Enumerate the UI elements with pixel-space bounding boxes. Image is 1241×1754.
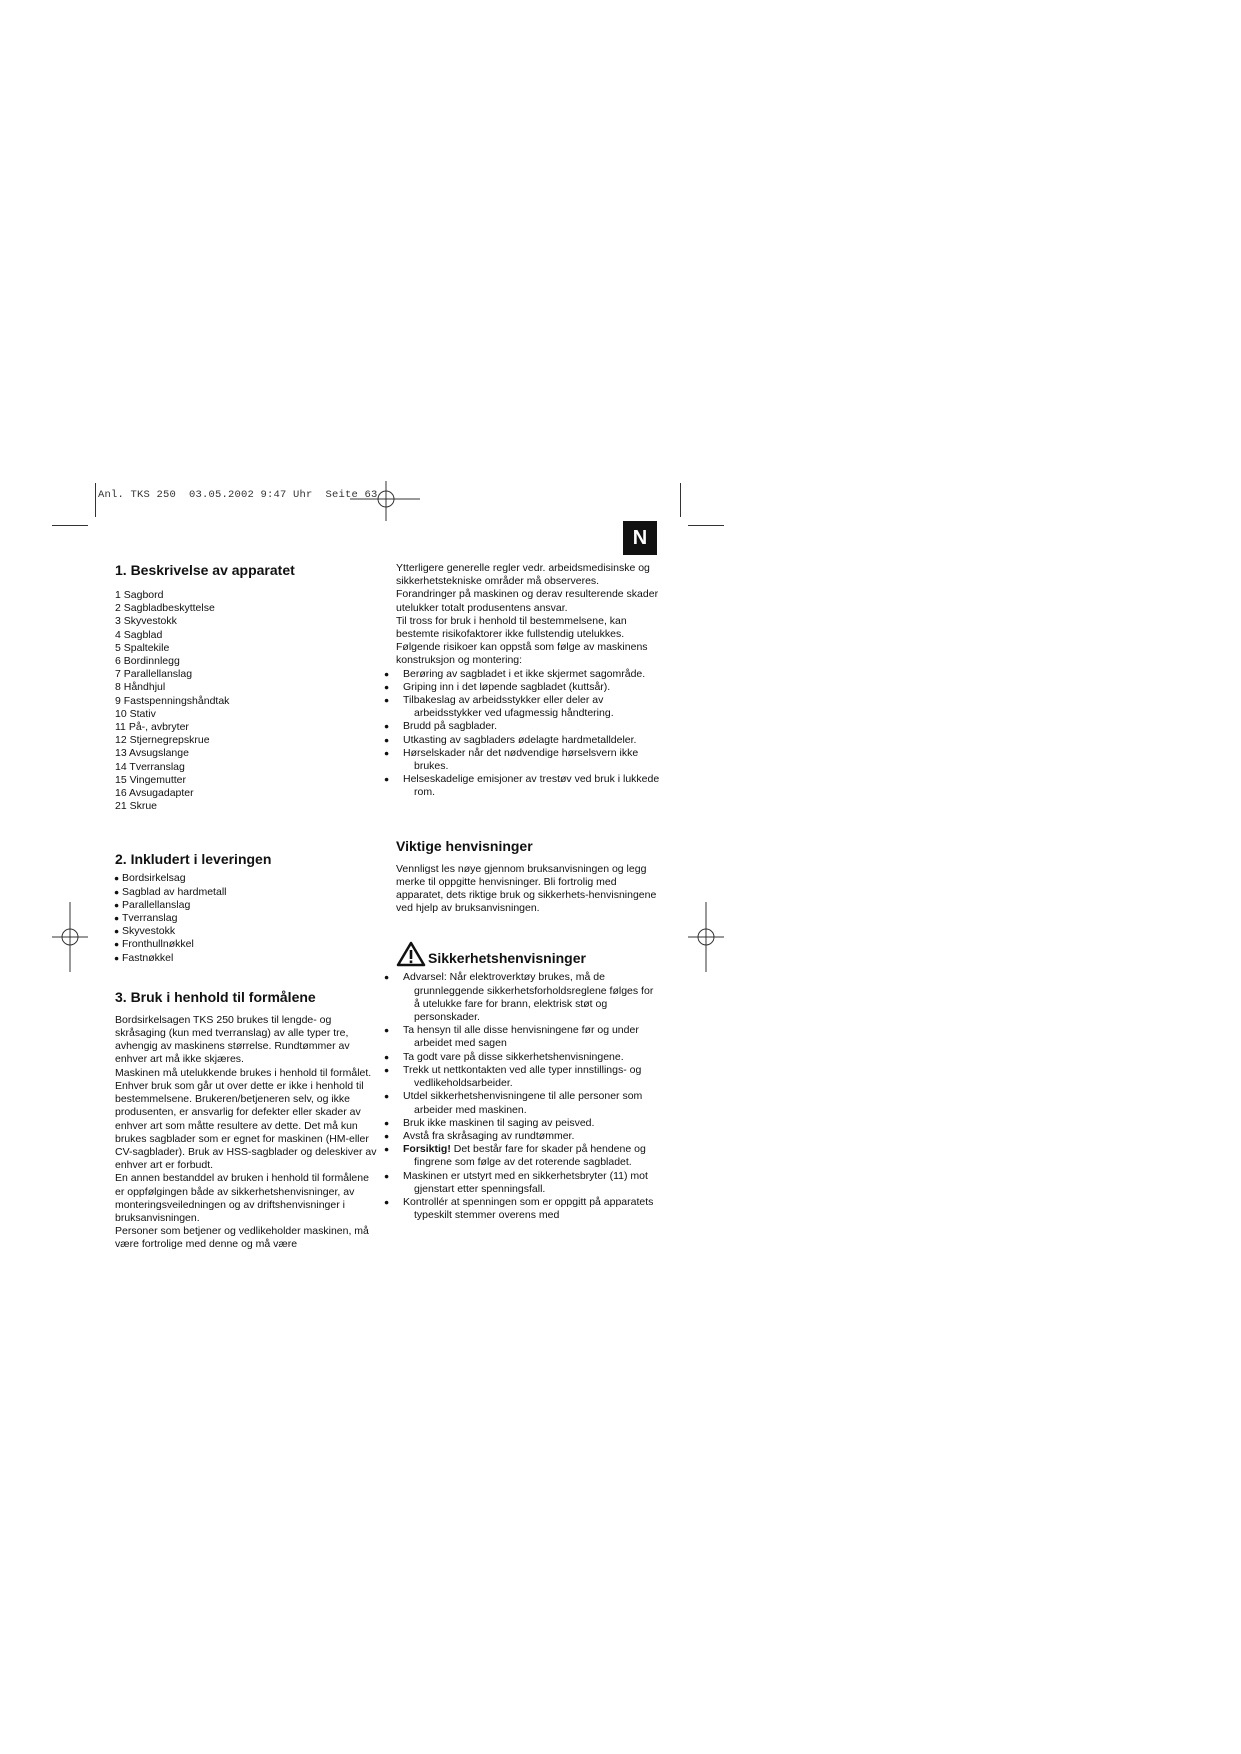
list-item: ● Ta hensyn til alle disse henvisningene før og under arbeidet med sagen [396,1024,662,1050]
list-item: 2 Sagbladbeskyttelse [115,602,215,615]
list-item: ● Parallellanslag [115,899,377,912]
list-item: ● Bruk ikke maskinen til saging av peisved. [396,1117,662,1130]
section-title: Sikkerhetshenvisninger [428,950,586,967]
crop-mark [680,483,681,517]
list-item: 21 Skrue [115,800,158,813]
delivery-list [115,872,377,964]
list-item: ● Tilbakeslag av arbeidsstykker eller deler av arbeidsstykker ved ufagmessig håndtering. [396,694,662,720]
crop-mark [52,525,88,526]
section-delivery [115,851,377,964]
list-item: 4 Sagblad [115,628,163,641]
list-item: ● Maskinen er utstyrt med en sikkerhetsbryter (11) mot gjenstart etter spenningsfall. [396,1170,662,1196]
section-intended-use [115,989,377,1252]
list-item: ● Helseskadelige emisjoner av trestøv ved bruk i lukkede rom. [396,773,662,799]
paragraph: Ytterligere generelle regler vedr. arbeidsmedisinske og sikkerhetstekniske områder må observeres. [396,562,650,588]
registration-mark-icon [350,481,420,521]
list-item: 14 Tverranslag [115,760,185,773]
caution-label: Forsiktig! [403,1143,451,1156]
list-item: 1 Sagbord [115,589,164,601]
section-title: 1. Beskrivelse av apparatet [115,562,295,578]
list-item: ● Fastnøkkel [115,952,377,965]
list-item: ● Berøring av sagbladet i et ikke skjermet sagområde. [396,668,662,681]
registration-mark-icon [688,902,724,972]
warning-icon [396,941,426,967]
list-item: 11 På-, avbryter [115,721,189,734]
list-item [396,1143,662,1169]
list-item: ● Utdel sikkerhetshenvisningene til alle personer som arbeider med maskinen. [396,1090,662,1116]
left-column [115,562,377,1278]
paragraph: Vennligst les nøye gjennom bruksanvisningen og legg merke til oppgitte henvisninger. Bli fortrolig med apparatet, dets riktige bruk og sikkerhets-henvisningene ved hjelp av bruksanvisningen. [396,862,657,915]
paragraph: Bordsirkelsagen TKS 250 brukes til lengde- og skråsaging (kun med tverranslag) av alle typer tre, avhengig av maskinens størrelse. Rundtømmer av enhver art må ikke skjæres. [115,1013,350,1066]
intro-text [396,562,662,668]
list-item: 13 Avsugslange [115,747,189,760]
paragraph: Personer som betjener og vedlikeholder maskinen, må være fortrolige med denne og må være [115,1225,369,1251]
list-item: ● Advarsel: Når elektroverktøy brukes, må de grunnleggende sikkerhetsforholdsreglene følges for å utelukke fare for brann, elektrisk støt og personskader. [396,971,662,1024]
paragraph: Forandringer på maskinen og derav resulterende skader utelukker totalt produsentens ansvar. [396,588,659,614]
right-column [396,562,662,1222]
list-item: 3 Skyvestokk [115,615,177,628]
caution-text: Det består fare for skader på hendene og fingrene som følge av det roterende sagbladet. [414,1143,646,1169]
section-title: Viktige henvisninger [396,837,533,854]
list-item: ● Sagblad av hardmetall [115,886,377,899]
list-item: ● Kontrollér at spenningen som er oppgitt på apparatets typeskilt stemmer overens med [396,1196,662,1222]
crop-mark [95,483,96,517]
paragraph: Enhver bruk som går ut over dette er ikke i henhold til bestemmelsene. Brukeren/betjeneren selv, og ikke produsenten, er ansvarlig for defekter eller skader av enhver art som måtte resultere av dette. Det må kun brukes sagblader som er egnet for maskinen (HM-eller CV-sagblader). Bruk av HSS-sagblader og deleskiver av enhver art er forbudt. [115,1079,377,1172]
language-tab: N [623,521,657,555]
section-title: 3. Bruk i henhold til formålene [115,988,316,1005]
section-safety [396,941,662,1222]
list-item: ● Skyvestokk [115,925,377,938]
list-item: 5 Spaltekile [115,641,170,654]
list-item: ● Hørselskader når det nødvendige hørselsvern ikke brukes. [396,747,662,773]
list-item: ● Bordsirkelsag [115,872,377,885]
list-item: 9 Fastspenningshåndtak [115,694,230,707]
list-item: 16 Avsugadapter [115,787,194,800]
section-important [396,838,662,916]
list-item: ● Utkasting av sagbladers ødelagte hardmetalldeler. [396,734,662,747]
list-item: ● Tverranslag [115,912,377,925]
list-item: 10 Stativ [115,707,156,720]
safety-list [396,971,662,1222]
list-item: 6 Bordinnlegg [115,655,180,668]
paragraph: Maskinen må utelukkende brukes i henhold til formålet. [115,1066,372,1079]
crop-mark [688,525,724,526]
risk-list [396,668,662,800]
list-item: ● Ta godt vare på disse sikkerhetshenvisningene. [396,1051,662,1064]
safety-heading [396,941,662,967]
section-title: 2. Inkludert i leveringen [115,851,272,868]
list-item: ● Avstå fra skråsaging av rundtømmer. [396,1130,662,1143]
list-item: 7 Parallellanslag [115,668,193,681]
list-item: ● Brudd på sagblader. [396,720,662,733]
list-item: ● Fronthullnøkkel [115,938,377,951]
parts-list [115,589,377,813]
paragraph: En annen bestanddel av bruken i henhold til formålene er oppfølgingen både av sikkerhetshenvisninger, av monteringsveiledningen og av driftshenvisninger i bruksanvisningen. [115,1172,369,1224]
registration-mark-icon [52,902,88,972]
section-description [115,562,377,813]
list-item: 15 Vingemutter [115,773,187,786]
list-item: ● Trekk ut nettkontakten ved alle typer innstillings- og vedlikeholdsarbeider. [396,1064,662,1090]
print-slug: Anl. TKS 250 03.05.2002 9:47 Uhr Seite 63 [98,489,378,501]
list-item: 8 Håndhjul [115,681,166,694]
paragraph: Til tross for bruk i henhold til bestemmelsene, kan bestemte risikofaktorer ikke fullstendig utelukkes. Følgende risikoer kan oppstå som følge av maskinens konstruksjon og montering: [396,614,648,667]
list-item: 12 Stjernegrepskrue [115,734,210,747]
list-item: ● Griping inn i det løpende sagbladet (kuttsår). [396,681,662,694]
